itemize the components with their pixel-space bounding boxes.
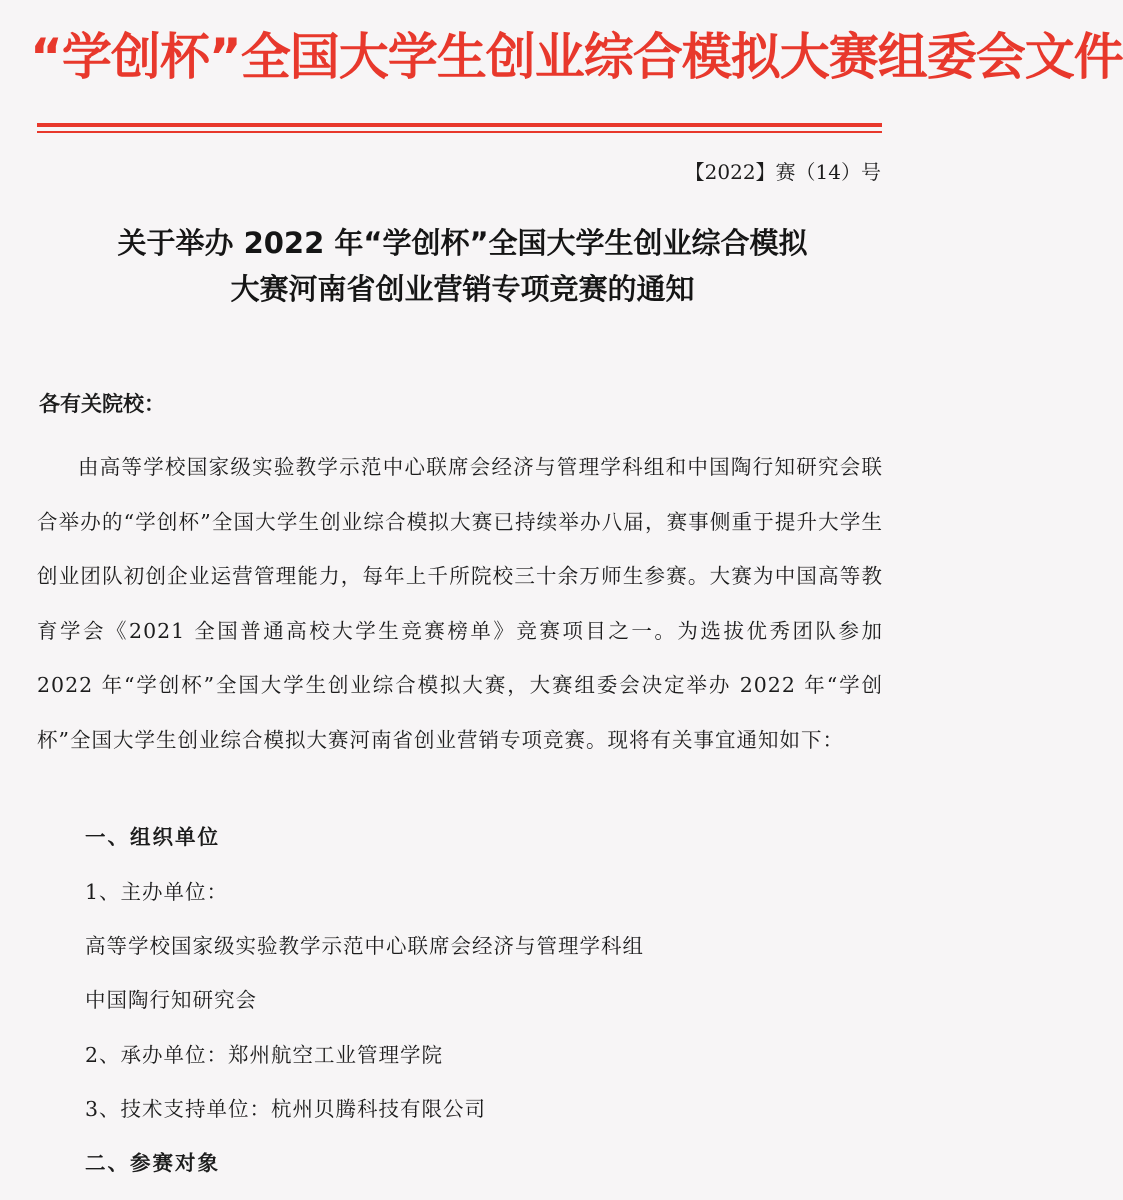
masthead-rule-thin (37, 131, 882, 133)
salutation: 各有关院校： (39, 392, 165, 416)
org-masthead-title: “学创杯”全国大学生创业综合模拟大赛组委会文件 (30, 28, 1123, 86)
host-org-2: 中国陶行知研究会 (85, 988, 257, 1012)
undertaker-line: 2、承办单位：郑州航空工业管理学院 (85, 1043, 444, 1067)
document-number: 【2022】赛（14）号 (684, 160, 881, 184)
intro-paragraph: 由高等学校国家级实验教学示范中心联席会经济与管理学科组和中国陶行知研究会联合举办的“学创杯”全国大学生创业综合模拟大赛已持续举办八届，赛事侧重于提升大学生创业团队初创企业运营管理能力，每年上千所院校三十余万师生参赛。大赛为中国高等教育学会《2021 全国普通高校大学生竞赛榜单》竞赛项目之一。为选拔优秀团队参加 2022 年“学创杯”全国大学生创业综合模拟大赛，大赛组委会决定举办 2022 年“学创杯”全国大学生创业综合模拟大赛河南省创业营销专项竞赛。现将有关事宜通知如下： (37, 455, 883, 752)
masthead-rule-thick (37, 123, 882, 127)
section-heading-participants: 二、参赛对象 (85, 1151, 220, 1175)
notice-title-line-2: 大赛河南省创业营销专项竞赛的通知 (230, 272, 695, 306)
tech-support-line: 3、技术支持单位：杭州贝腾科技有限公司 (85, 1097, 487, 1121)
notice-title-line-1: 关于举办 2022 年“学创杯”全国大学生创业综合模拟 (117, 226, 808, 260)
section-heading-organizers: 一、组织单位 (85, 825, 220, 849)
notice-title (30, 220, 895, 312)
host-org-1: 高等学校国家级实验教学示范中心联席会经济与管理学科组 (85, 934, 644, 958)
host-label: 1、主办单位： (85, 880, 229, 904)
